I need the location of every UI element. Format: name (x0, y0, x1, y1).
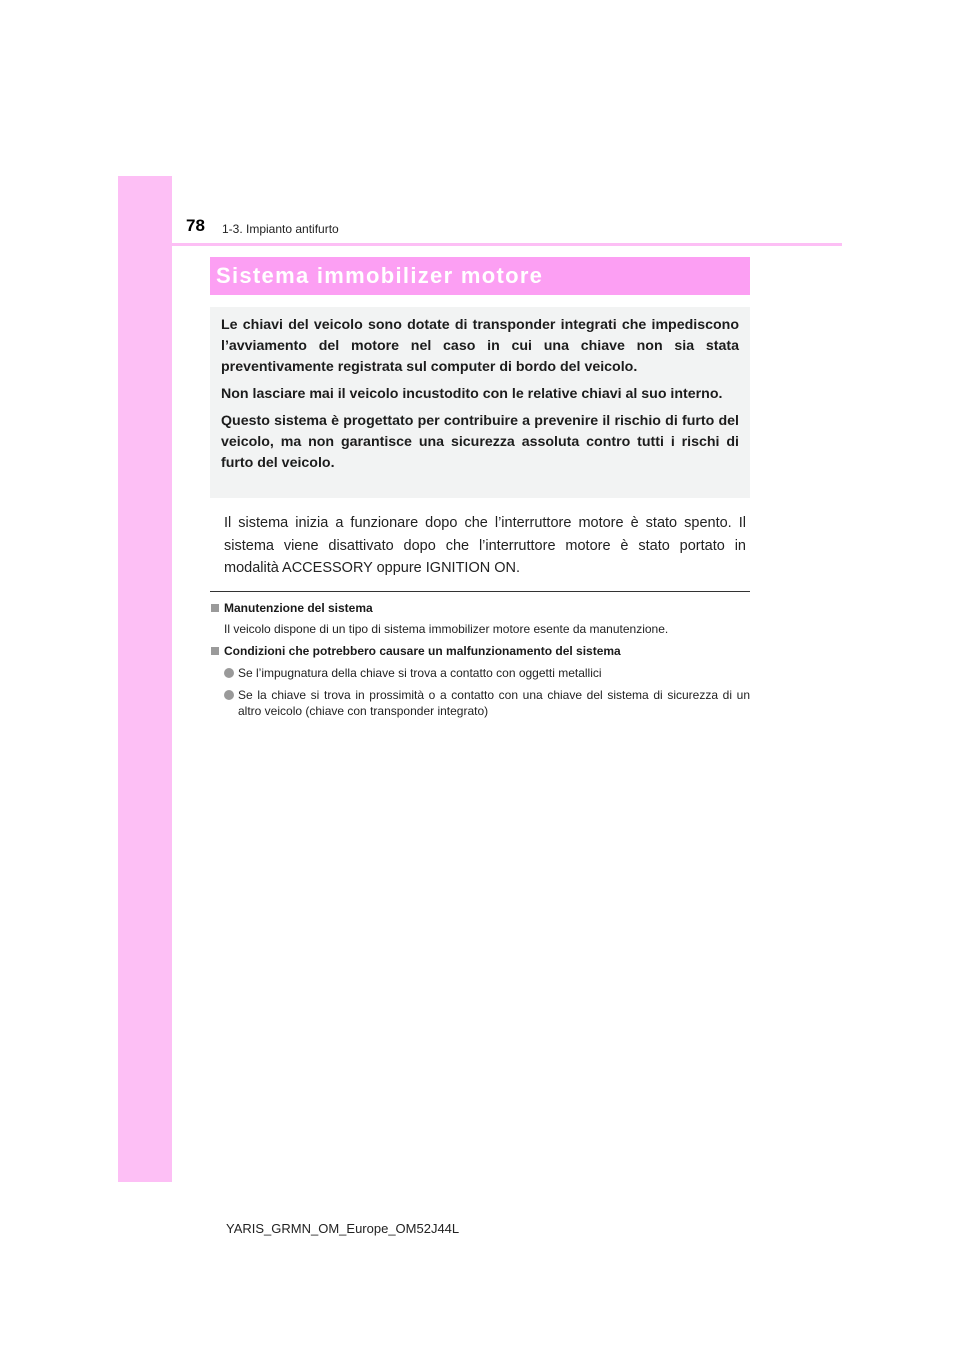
notes-section (210, 600, 750, 725)
note-text: Il veicolo dispone di un tipo di sistema immobilizer motore esente da manutenzione. (224, 622, 669, 636)
note-heading (210, 600, 750, 616)
circle-bullet-icon (224, 668, 234, 678)
intro-paragraph: Le chiavi del veicolo sono dotate di transponder integrati che impediscono l’avviamento del motore nel caso in cui una chiave non sia stata preventivamente registrata sul computer di bordo del veicolo. (221, 317, 739, 375)
header-rule (118, 243, 842, 246)
list-item-text: Se l’impugnatura della chiave si trova a contatto con oggetti metallici (238, 666, 602, 680)
section-title-bar (210, 257, 750, 295)
intro-paragraph: Non lasciare mai il veicolo incustodito con le relative chiavi al suo interno. (221, 386, 723, 402)
list-item-text: Se la chiave si trova in prossimità o a contatto con una chiave del sistema di sicurezza di un altro veicolo (chiave con transponder integrato) (238, 688, 750, 718)
note-heading (210, 643, 750, 659)
side-thumb-band (118, 176, 172, 1182)
section-title: Sistema immobilizer motore (216, 263, 544, 288)
note-heading-text: Condizioni che potrebbero causare un malfunzionamento del sistema (224, 644, 621, 658)
section-breadcrumb: 1-3. Impianto antifurto (222, 222, 339, 236)
list-item (210, 687, 750, 719)
list-item (210, 665, 750, 681)
section-divider (210, 591, 750, 592)
intro-paragraph: Questo sistema è progettato per contribuire a prevenire il rischio di furto del veicolo, ma non garantisce una sicurezza assoluta contro tutti i rischi di furto del veicolo. (221, 413, 739, 471)
note-heading-text: Manutenzione del sistema (224, 601, 373, 615)
intro-box (210, 307, 750, 498)
circle-bullet-icon (224, 690, 234, 700)
square-bullet-icon (211, 647, 219, 655)
body-paragraph: Il sistema inizia a funzionare dopo che l’interruttore motore è stato spento. Il sistema viene disattivato dopo che l’interruttore motore è stato portato in modalità ACCESSORY oppure IGNITION ON. (224, 515, 746, 576)
page-number: 78 (186, 216, 205, 235)
document-footer: YARIS_GRMN_OM_Europe_OM52J44L (226, 1221, 460, 1236)
note-malfunction (210, 643, 750, 719)
square-bullet-icon (211, 604, 219, 612)
note-maintenance (210, 600, 750, 637)
